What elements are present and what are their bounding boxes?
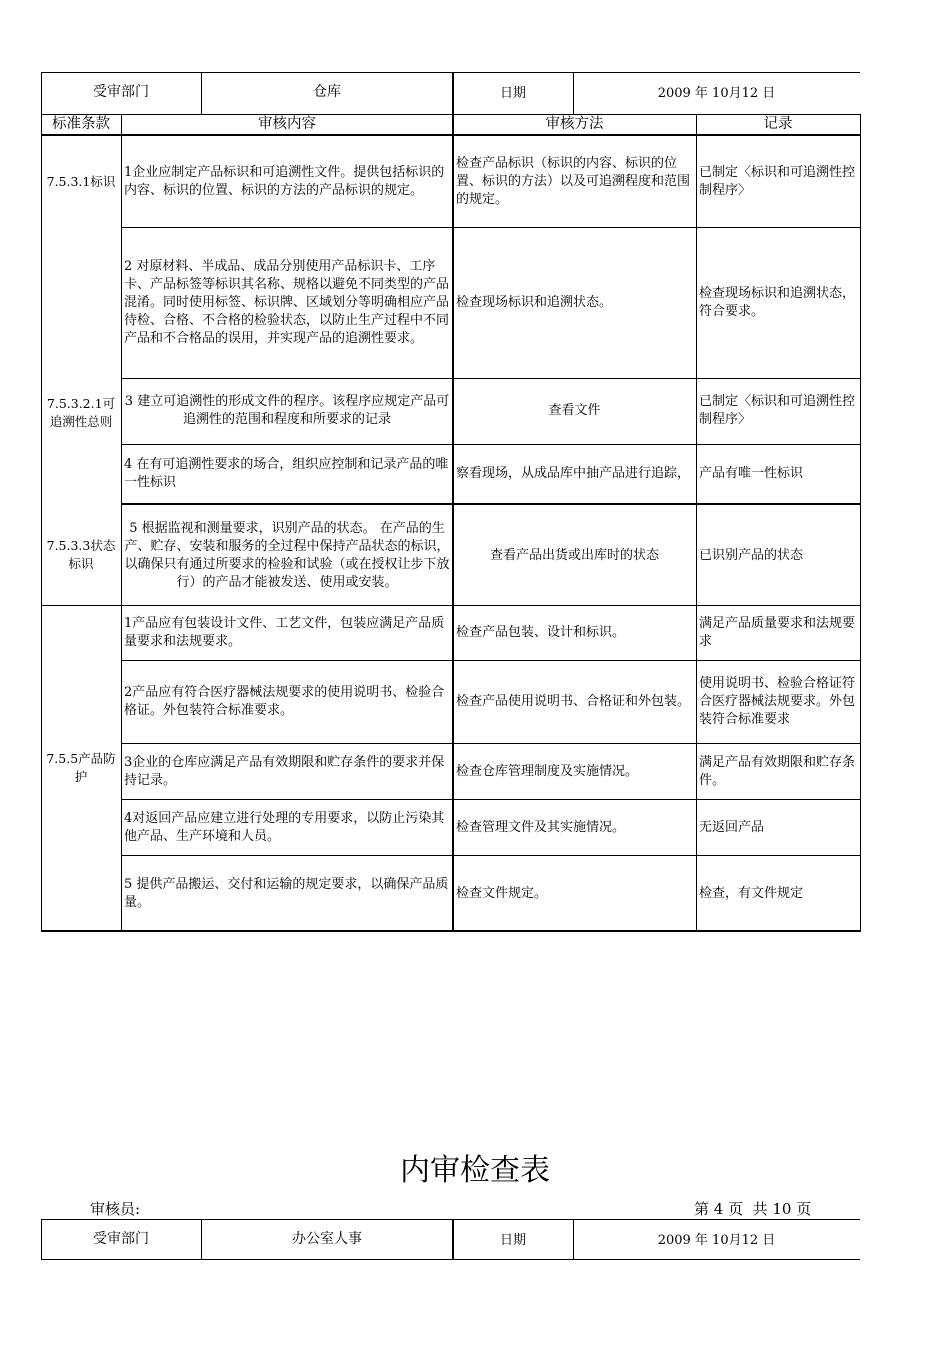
table-border	[573, 1219, 574, 1260]
table-row-content: 5 根据监视和测量要求，识别产品的状态。 在产品的生产、贮存、安装和服务的全过程中保持产品状态的标识，以确保只有通过所要求的检验和试验（或在授权让步下放行）的产品才能被发送、使用或安装。	[124, 520, 450, 590]
auditor-label: 审核员:	[90, 1200, 141, 1218]
table-row-method: 检查产品包装、设计和标识。	[456, 625, 626, 640]
table-row-method: 检查现场标识和追溯状态。	[456, 295, 613, 310]
table-row-record: 已制定〈标识和可追溯性控制程序〉	[699, 165, 856, 198]
table-row-method: 查看产品出货或出库时的状态	[489, 547, 659, 563]
table-row-content: 3 建立可追溯性的形成文件的程序。该程序应规定产品可追溯性的范围和程度和所要求的记录	[124, 394, 450, 427]
date-label: 日期	[499, 86, 526, 101]
dept-label: 受审部门	[93, 84, 149, 100]
table-border	[696, 114, 697, 932]
page-title: 内审检查表	[400, 1153, 550, 1188]
clause-cell: 7.5.3.3状态标识	[46, 538, 116, 571]
date-label: 日期	[499, 1233, 526, 1248]
table-row-content: 1企业应制定产品标识和可追溯性文件。提供包括标识的内容、标识的位置、标识的方法的产品标识的规定。	[124, 165, 445, 198]
table-row-record: 满足产品有效期限和贮存条件。	[699, 754, 856, 788]
table-border	[860, 114, 861, 932]
table-row-record: 使用说明书、检验合格证符合医疗器械法规要求。外包装符合标准要求	[699, 676, 856, 727]
table-row-method: 查看文件	[548, 403, 601, 418]
table-border	[41, 72, 42, 932]
table-border	[41, 930, 860, 932]
table-border	[41, 1219, 42, 1260]
table-border	[573, 72, 574, 114]
date-value: 2009 年 10月12 日	[657, 86, 776, 101]
page-info: 第 4 页 共 10 页	[694, 1200, 812, 1218]
table-border	[201, 72, 202, 114]
table-row-record: 已识别产品的状态	[699, 547, 804, 563]
table-border	[201, 1219, 202, 1260]
table-border	[41, 1259, 860, 1260]
dept-value: 仓库	[313, 84, 341, 100]
table-row-method: 察看现场，从成品库中抽产品进行追踪，	[456, 466, 691, 481]
table-row-content: 2产品应有符合医疗器械法规要求的使用说明书、检验合格证。外包装符合标准要求。	[124, 685, 445, 718]
table-border	[121, 503, 860, 505]
table-row-content: 2 对原材料、半成品、成品分别使用产品标识卡、工序卡、产品标签等标识其名称、规格以避免不同类型的产品混淆。同时使用标签、标识牌、区域划分等明确相应产品待检、合格、不合格的检验状态，以防止生产过程中不同产品和不合格品的误用，并实现产品的追溯性要求。	[124, 259, 450, 346]
table-row-content: 3企业的仓库应满足产品有效期限和贮存条件的要求并保持记录。	[124, 754, 445, 788]
table-row-method: 检查仓库管理制度及实施情况。	[456, 763, 639, 779]
dept-value: 办公室人事	[292, 1231, 362, 1247]
table-row-content: 5 提供产品搬运、交付和运输的规定要求，以确保产品质量。	[124, 876, 449, 910]
clause-cell: 7.5.3.2.1可追溯性总则	[46, 396, 116, 429]
dept-label: 受审部门	[93, 1231, 149, 1247]
table-border	[452, 1219, 454, 1260]
table-row-record: 满足产品质量要求和法规要求	[699, 616, 856, 649]
col-header-record: 记录	[763, 116, 793, 132]
col-header-content: 审核内容	[258, 116, 316, 132]
col-header-clause: 标准条款	[52, 116, 110, 132]
table-row-content: 4对返回产品应建立进行处理的专用要求，以防止污染其他产品、生产环境和人员。	[124, 810, 445, 844]
table-row-record: 检查，有文件规定	[699, 885, 804, 901]
table-border	[121, 114, 122, 932]
clause-cell: 7.5.5产品防护	[46, 751, 116, 784]
table-row-record: 已制定〈标识和可追溯性控制程序〉	[699, 394, 856, 427]
date-value: 2009 年 10月12 日	[657, 1233, 776, 1248]
table-row-record: 检查现场标识和追溯状态，符合要求。	[699, 286, 856, 319]
table-row-method: 检查管理文件及其实施情况。	[456, 819, 626, 835]
table-row-method: 检查产品标识（标识的内容、标识的位置、标识的方法）以及可追溯程度和范围的规定。	[456, 156, 691, 207]
table-row-content: 4 在有可追溯性要求的场合，组织应控制和记录产品的唯一性标识	[124, 457, 449, 490]
table-row-record: 无返回产品	[699, 819, 765, 835]
table-border	[452, 72, 454, 932]
table-row-method: 检查文件规定。	[456, 885, 548, 901]
col-header-method: 审核方法	[545, 116, 604, 132]
table-row-content: 1产品应有包装设计文件、工艺文件，包装应满足产品质量要求和法规要求。	[124, 616, 445, 649]
table-row-method: 检查产品使用说明书、合格证和外包装。	[456, 694, 691, 709]
clause-cell: 7.5.3.1标识	[46, 174, 116, 189]
table-row-record: 产品有唯一性标识	[699, 466, 804, 481]
